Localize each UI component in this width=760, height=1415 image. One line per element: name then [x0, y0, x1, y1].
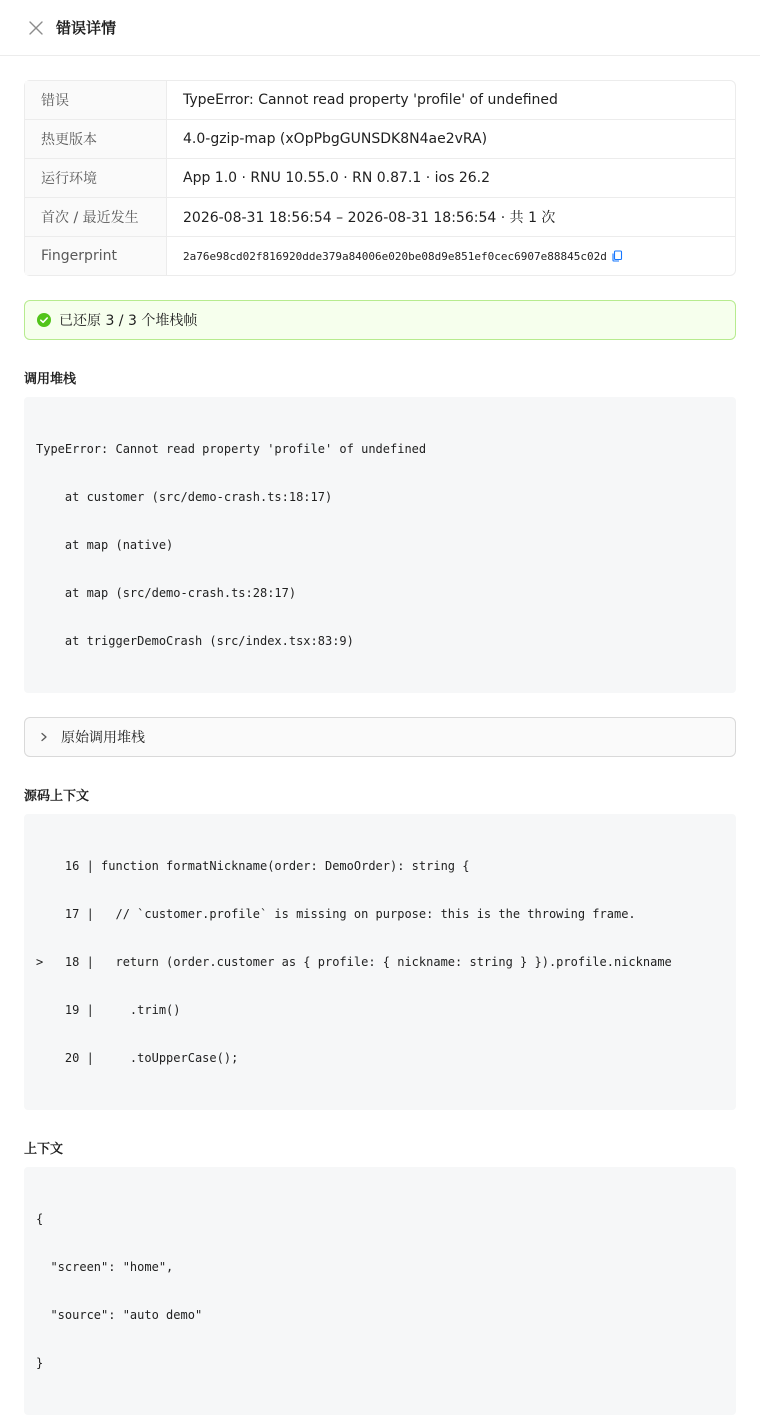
stack-line: at customer (src/demo-crash.ts:18:17)	[36, 490, 333, 504]
desc-row-bundle-version	[25, 120, 735, 159]
stack-line: at map (src/demo-crash.ts:28:17)	[36, 586, 297, 600]
error-descriptions	[24, 80, 736, 276]
desc-label: 运行环境	[25, 159, 167, 197]
stack-line: at map (native)	[36, 538, 174, 552]
source-line-highlighted: > 18 | return (order.customer as { profile: { nickname: string } }).profile.nickname	[36, 955, 672, 969]
section-title-stack: 调用堆栈	[24, 372, 77, 387]
desc-label: 首次 / 最近发生	[25, 198, 167, 236]
desc-value-fingerprint	[167, 237, 735, 275]
alert-text: 已还原 3 / 3 个堆栈帧	[59, 313, 198, 329]
desc-row-fingerprint	[25, 237, 735, 275]
stack-line: TypeError: Cannot read property 'profile' of undefined	[36, 442, 427, 456]
drawer-title: 错误详情	[56, 19, 117, 37]
stack-trace-block	[24, 397, 736, 693]
stack-line: at triggerDemoCrash (src/index.tsx:83:9)	[36, 634, 354, 648]
desc-row-occurrence	[25, 198, 735, 237]
close-button[interactable]	[24, 16, 48, 40]
section-title-context: 上下文	[24, 1142, 64, 1157]
context-line: {	[36, 1212, 44, 1226]
context-line: "source": "auto demo"	[36, 1308, 203, 1322]
context-line: "screen": "home",	[36, 1260, 174, 1274]
source-line: 17 | // `customer.profile` is missing on purpose: this is the throwing frame.	[36, 907, 636, 921]
desc-label: 热更版本	[25, 120, 167, 158]
drawer-header	[0, 0, 760, 56]
desc-value-occurrence: 2026-08-31 18:56:54 – 2026-08-31 18:56:54 · 共 1 次	[183, 210, 556, 226]
source-line: 19 | .trim()	[36, 1003, 181, 1017]
raw-stack-label: 原始调用堆栈	[61, 730, 145, 746]
fingerprint-text: 2a76e98cd02f816920dde379a84006e020be08d9e851ef0cec6907e88845c02d	[183, 249, 607, 263]
drawer-content	[0, 56, 760, 1415]
restore-success-alert	[24, 300, 736, 340]
source-context-block	[24, 814, 736, 1110]
check-circle-icon	[37, 313, 51, 327]
copy-icon[interactable]	[611, 250, 623, 262]
source-line: 20 | .toUpperCase();	[36, 1051, 239, 1065]
desc-row-environment	[25, 159, 735, 198]
desc-row-error	[25, 81, 735, 120]
section-title-source-context: 源码上下文	[24, 789, 90, 804]
desc-value-error-message: TypeError: Cannot read property 'profile' of undefined	[183, 92, 558, 108]
desc-label: 错误	[25, 81, 167, 119]
raw-stack-collapse[interactable]	[24, 717, 736, 757]
chevron-right-icon	[39, 732, 49, 742]
desc-value-bundle-version: 4.0-gzip-map (xOpPbgGUNSDK8N4ae2vRA)	[183, 131, 488, 147]
desc-label: Fingerprint	[25, 237, 167, 275]
desc-value-environment: App 1.0 · RNU 10.55.0 · RN 0.87.1 · ios 26.2	[183, 170, 491, 186]
context-json-block	[24, 1167, 736, 1415]
close-icon	[29, 21, 43, 35]
context-line: }	[36, 1356, 44, 1370]
source-line: 16 | function formatNickname(order: DemoOrder): string {	[36, 859, 470, 873]
